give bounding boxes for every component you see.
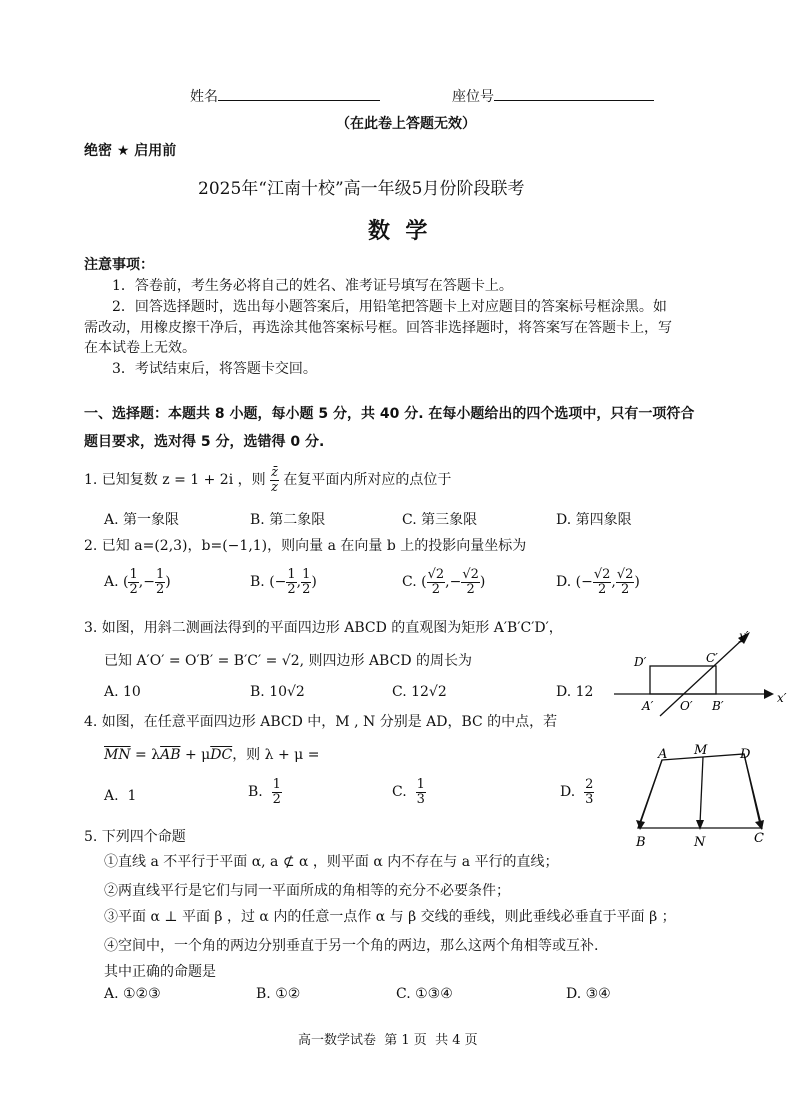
instruction-2: 2．回答选择题时，选出每小题答案后，用铅笔把答题卡上对应题目的答案标号框涂黑。如 [112,299,667,315]
question-1 [84,466,451,494]
vector-dc: $\overline{DC}$ [210,747,233,763]
vector-dc-line [744,754,760,824]
question-3-line2: 已知 A′O′ = O′B′ = B′C′ = √2, 则四边形 ABCD 的周长为 [104,653,472,669]
q3-figure [614,622,794,718]
sign: − [581,574,593,591]
q1-stem: 1. 已知复数 z = 1 + 2i ，则 [84,472,266,489]
q3-option-d: D. 12 [556,684,594,700]
q4-option-b: B. $\frac{1}{2}$ [248,777,281,807]
vector-ab: $\overline{AB}$ [160,747,181,763]
q4-figure [632,744,782,854]
q3-option-b: B. 10√2 [250,684,305,700]
instructions-heading: 注意事项： [84,257,154,273]
q2-option-d: D. (− $\frac{√2}{2}$ , $\frac{√2}{2}$ ) [556,567,640,597]
label-d: D [740,747,751,762]
name-blank [218,88,380,101]
fraction-y: $\frac{1}{2}$ [302,567,311,597]
vector-mn-line [700,757,703,824]
notice: （在此卷上答题无效） [336,116,476,132]
q5-option-c: C. ①③④ [396,986,453,1002]
q5-option-a: A. ①②③ [104,986,161,1002]
sign: − [143,574,155,591]
q1-fraction: $\frac{z̄}{z}$ [271,465,278,495]
q2-option-b: B. (− $\frac{1}{2}$ , $\frac{1}{2}$ ) [250,567,317,597]
q5-statement-1: ①直线 a 不平行于平面 α, a ⊄ α ，则平面 α 内不存在与 a 平行的直线； [104,854,559,870]
q5-option-d: D. ③④ [566,986,611,1002]
option-label: D. ( [556,574,582,591]
q1-option-b: B. 第二象限 [250,512,326,528]
label-b: B [636,835,646,850]
fraction-x: $\frac{1}{2}$ [129,567,138,597]
y-axis [660,638,744,716]
q4-option-a: A. 1 [104,788,137,804]
label-y: y′ [739,629,749,643]
instruction-1: 1．答卷前，考生务必将自己的姓名、准考证号填写在答题卡上。 [112,278,513,294]
fraction-y: $\frac{1}{2}$ [155,567,165,597]
seat-label: 座位号 [452,89,494,105]
label-c: C′ [706,651,718,665]
name-field [190,86,380,106]
q1-option-d: D. 第四象限 [556,512,632,528]
section-heading-line2: 题目要求，选对得 5 分，选错得 0 分. [84,434,325,450]
instruction-2-end: 在本试卷上无效。 [84,340,196,356]
rectangle-abcd [650,666,716,694]
q2-option-a: A. ( $\frac{1}{2}$ ,− $\frac{1}{2}$ ) [104,567,171,597]
q1-stem-end: 在复平面内所对应的点位于 [283,472,452,489]
q5-ask: 其中正确的命题是 [104,964,216,980]
section-heading-line1: 一、选择题：本题共 8 小题，每小题 5 分，共 40 分. 在每小题给出的四个选项中，只有一项符合 [84,406,695,422]
label-c: C [754,831,764,846]
q2-option-c: C. ( $\frac{√2}{2}$ ,− $\frac{√2}{2}$ ) [402,567,486,597]
name-label: 姓名 [190,89,218,105]
seat-field [452,86,654,106]
secret-mark: 绝密 ★ 启用前 [84,143,177,159]
option-label: C. ( [402,574,427,591]
label-a: A [658,747,668,762]
option-label: A. ( [104,574,129,591]
exam-title: 2025年“江南十校”高一年级5月份阶段联考 [198,179,525,199]
instruction-3: 3．考试结束后，将答题卡交回。 [112,361,317,377]
label-n: N [694,835,706,850]
q1-option-a: A. 第一象限 [104,512,180,528]
x-axis-arrow [764,689,774,699]
q5-option-b: B. ①② [256,986,301,1002]
option-label: B. ( [250,574,275,591]
sign: − [449,574,462,591]
label-a: A′ [642,699,654,713]
label-b: B′ [712,699,724,713]
question-5: 5. 下列四个命题 [84,829,186,845]
label-x: x′ [777,691,787,705]
q3-option-a: A. 10 [104,684,141,700]
question-4-line2: $\overline{MN} = \lambda\overline{AB} + \mu\overline{DC}$，则 λ + μ = [104,747,320,763]
question-3-line1: 3. 如图，用斜二测画法得到的平面四边形 ABCD 的直观图为矩形 A′B′C′D′， [84,620,563,636]
label-o: O′ [680,699,693,713]
subject-title: 数 学 [368,219,428,244]
question-2: 2. 已知 a=(2,3)，b=(−1,1)，则向量 a 在向量 b 上的投影向量坐标为 [84,538,527,554]
vector-ab-line [640,760,662,824]
question-4-line1: 4. 如图，在任意平面四边形 ABCD 中，M , N 分别是 AD，BC 的中点，若 [84,714,558,730]
vector-mn: $\overline{MN}$ [104,747,131,763]
q3-option-c: C. 12√2 [392,684,447,700]
instruction-2-cont: 需改动，用橡皮擦干净后，再选涂其他答案标号框。回答非选择题时，将答案写在答题卡上，写 [84,320,672,336]
q5-statement-4: ④空间中，一个角的两边分别垂直于另一个角的两边，那么这两个角相等或互补. [104,938,599,954]
q5-statement-2: ②两直线平行是它们与同一平面所成的角相等的充分不必要条件； [104,883,510,899]
fraction-y: $\frac{√2}{2}$ [462,567,479,597]
sign: − [274,574,287,591]
label-d: D′ [634,655,647,669]
fraction-y: $\frac{√2}{2}$ [616,567,634,597]
q5-statement-3: ③平面 α ⊥ 平面 β ，过 α 内的任意一点作 α 与 β 交线的垂线，则此垂线必垂直于平面 β ； [104,909,676,925]
fraction-x: $\frac{1}{2}$ [287,567,296,597]
page-footer: 高一数学试卷 第 1 页 共 4 页 [298,1033,478,1048]
seat-blank [494,88,654,101]
fraction-x: $\frac{√2}{2}$ [593,567,611,597]
q4-option-c: C. $\frac{1}{3}$ [392,777,425,807]
label-m: M [694,744,708,758]
q4-option-d: D. $\frac{2}{3}$ [560,777,594,807]
q1-option-c: C. 第三象限 [402,512,478,528]
fraction-x: $\frac{√2}{2}$ [427,567,445,597]
